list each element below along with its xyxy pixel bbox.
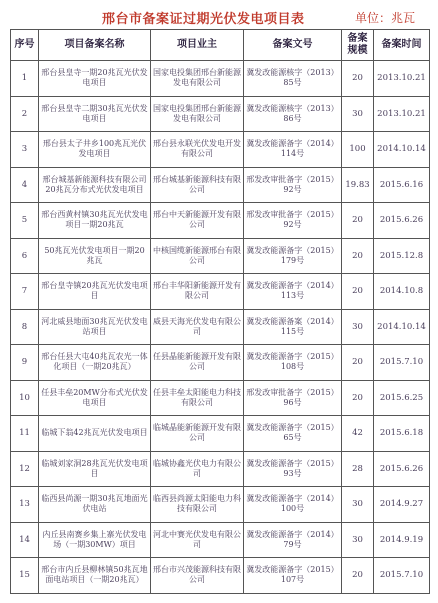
cell-owner: 临城协鑫光伏电力有限公司 [151, 451, 244, 487]
column-header-scale: 备案规模 [342, 30, 374, 61]
cell-date: 2015.6.26 [374, 451, 430, 487]
cell-scale: 42 [342, 416, 374, 452]
cell-owner: 任县丰垒太阳能电力科技有限公司 [151, 380, 244, 416]
cell-owner: 临西县尚源太阳能电力科技有限公司 [151, 487, 244, 523]
cell-num: 8 [11, 309, 39, 345]
cell-num: 11 [11, 416, 39, 452]
cell-doc-number: 冀发改能源备案（2014）115号 [244, 309, 342, 345]
cell-num: 4 [11, 167, 39, 203]
cell-scale: 20 [342, 558, 374, 594]
cell-date: 2014.9.19 [374, 522, 430, 558]
cell-project-name: 邢台城基新能源科技有限公司20兆瓦分布式光伏发电项目 [39, 167, 151, 203]
cell-project-name: 临城刘家洞28兆瓦光伏发电项目 [39, 451, 151, 487]
cell-owner: 国家电投集团邢台新能源发电有限公司 [151, 96, 244, 132]
cell-doc-number: 冀发改能源备字（2014）114号 [244, 132, 342, 168]
cell-date: 2015.6.25 [374, 380, 430, 416]
cell-scale: 19.83 [342, 167, 374, 203]
table-row [11, 274, 430, 310]
cell-num: 6 [11, 238, 39, 274]
cell-scale: 30 [342, 487, 374, 523]
table-row [11, 345, 430, 381]
table-row [11, 61, 430, 97]
cell-num: 14 [11, 522, 39, 558]
cell-doc-number: 冀发改能源备字（2015）179号 [244, 238, 342, 274]
table-row [11, 203, 430, 239]
cell-doc-number: 冀发改能源备字（2015）107号 [244, 558, 342, 594]
cell-num: 3 [11, 132, 39, 168]
cell-scale: 20 [342, 238, 374, 274]
cell-scale: 30 [342, 96, 374, 132]
table-header-row [11, 30, 430, 61]
column-header-date: 备案时间 [374, 30, 430, 61]
cell-num: 5 [11, 203, 39, 239]
cell-date: 2014.10.8 [374, 274, 430, 310]
page-title: 邢台市备案证过期光伏发电项目表 [102, 12, 305, 27]
table-row [11, 309, 430, 345]
page-header [0, 8, 438, 28]
cell-project-name: 内丘县南赛乡集上寨光伏发电场（一期30MW）项目 [39, 522, 151, 558]
cell-date: 2014.10.14 [374, 132, 430, 168]
cell-num: 10 [11, 380, 39, 416]
cell-project-name: 邢台县皇寺二期30兆瓦光伏发电项目 [39, 96, 151, 132]
cell-date: 2015.12.8 [374, 238, 430, 274]
table-row [11, 238, 430, 274]
table-row [11, 451, 430, 487]
cell-doc-number: 冀发改能源备字（2015）93号 [244, 451, 342, 487]
cell-num: 1 [11, 61, 39, 97]
cell-date: 2014.10.14 [374, 309, 430, 345]
cell-project-name: 临城下翁42兆瓦光伏发电项目 [39, 416, 151, 452]
cell-date: 2014.9.27 [374, 487, 430, 523]
cell-owner: 邢台县永联光伏发电开发有限公司 [151, 132, 244, 168]
cell-project-name: 50兆瓦光伏发电项目一期20兆瓦 [39, 238, 151, 274]
cell-owner: 邢台城基新能源科技有限公司 [151, 167, 244, 203]
cell-scale: 20 [342, 61, 374, 97]
cell-date: 2015.7.10 [374, 558, 430, 594]
cell-owner: 邢台中天新能源开发有限公司 [151, 203, 244, 239]
table-row [11, 132, 430, 168]
cell-scale: 20 [342, 274, 374, 310]
table-body [11, 61, 430, 594]
cell-num: 13 [11, 487, 39, 523]
table-row [11, 487, 430, 523]
cell-project-name: 临西县尚源一期30兆瓦地面光伏电站 [39, 487, 151, 523]
table-row [11, 416, 430, 452]
cell-doc-number: 冀发改能源核字（2013）85号 [244, 61, 342, 97]
cell-num: 15 [11, 558, 39, 594]
cell-num: 2 [11, 96, 39, 132]
cell-date: 2013.10.21 [374, 61, 430, 97]
cell-scale: 28 [342, 451, 374, 487]
cell-doc-number: 冀发改能源核字（2013）86号 [244, 96, 342, 132]
cell-scale: 20 [342, 345, 374, 381]
column-header-doc: 备案文号 [244, 30, 342, 61]
cell-doc-number: 冀发改能源备字（2014）100号 [244, 487, 342, 523]
cell-date: 2015.7.10 [374, 345, 430, 381]
cell-project-name: 邢台县太子井乡100兆瓦光伏发电项目 [39, 132, 151, 168]
cell-doc-number: 邢发改审批备字（2015）92号 [244, 203, 342, 239]
cell-owner: 任县晶能新能源开发有限公司 [151, 345, 244, 381]
cell-project-name: 任县丰垒20MW分布式光伏发电项目 [39, 380, 151, 416]
unit-label: 单位：兆瓦 [355, 11, 416, 25]
cell-owner: 河北中赛光伏发电有限公司 [151, 522, 244, 558]
table-row [11, 167, 430, 203]
table-row [11, 522, 430, 558]
table-row [11, 558, 430, 594]
cell-scale: 100 [342, 132, 374, 168]
cell-owner: 邢台市兴茂能源科技有限公司 [151, 558, 244, 594]
column-header-owner: 项目业主 [151, 30, 244, 61]
cell-doc-number: 冀发改能源备字（2015）65号 [244, 416, 342, 452]
cell-owner: 邢台丰华阳新能源开发有限公司 [151, 274, 244, 310]
cell-scale: 20 [342, 203, 374, 239]
cell-scale: 20 [342, 380, 374, 416]
cell-scale: 30 [342, 522, 374, 558]
column-header-name: 项目备案名称 [39, 30, 151, 61]
cell-num: 12 [11, 451, 39, 487]
cell-project-name: 邢台县皇寺一期20兆瓦光伏发电项目 [39, 61, 151, 97]
cell-owner: 威县天海光伏发电有限公司 [151, 309, 244, 345]
cell-date: 2015.6.16 [374, 167, 430, 203]
column-header-num: 序号 [11, 30, 39, 61]
project-table [10, 29, 430, 594]
cell-num: 9 [11, 345, 39, 381]
cell-doc-number: 冀发改能源备字（2015）108号 [244, 345, 342, 381]
cell-doc-number: 邢发改审批备字（2015）92号 [244, 167, 342, 203]
cell-project-name: 邢台皇寺镇20兆瓦光伏发电项目 [39, 274, 151, 310]
cell-date: 2013.10.21 [374, 96, 430, 132]
cell-owner: 中核国缆新能源邢台有限公司 [151, 238, 244, 274]
cell-num: 7 [11, 274, 39, 310]
cell-project-name: 邢台任县大屯40兆瓦农光一体化项目（一期20兆瓦） [39, 345, 151, 381]
cell-scale: 30 [342, 309, 374, 345]
cell-doc-number: 冀发改能源备字（2014）79号 [244, 522, 342, 558]
cell-project-name: 邢台西黄村镇30兆瓦光伏发电项目一期20兆瓦 [39, 203, 151, 239]
cell-owner: 国家电投集团邢台新能源发电有限公司 [151, 61, 244, 97]
cell-project-name: 河北威县地面30兆瓦光伏发电站项目 [39, 309, 151, 345]
table-row [11, 380, 430, 416]
cell-project-name: 邢台市内丘县柳林镇50兆瓦地面电站项目（一期20兆瓦） [39, 558, 151, 594]
cell-doc-number: 冀发改能源备字（2014）113号 [244, 274, 342, 310]
cell-date: 2015.6.26 [374, 203, 430, 239]
cell-doc-number: 邢发改审批备字（2015）96号 [244, 380, 342, 416]
cell-date: 2015.6.18 [374, 416, 430, 452]
table-row [11, 96, 430, 132]
cell-owner: 临城晶能新能源开发有限公司 [151, 416, 244, 452]
